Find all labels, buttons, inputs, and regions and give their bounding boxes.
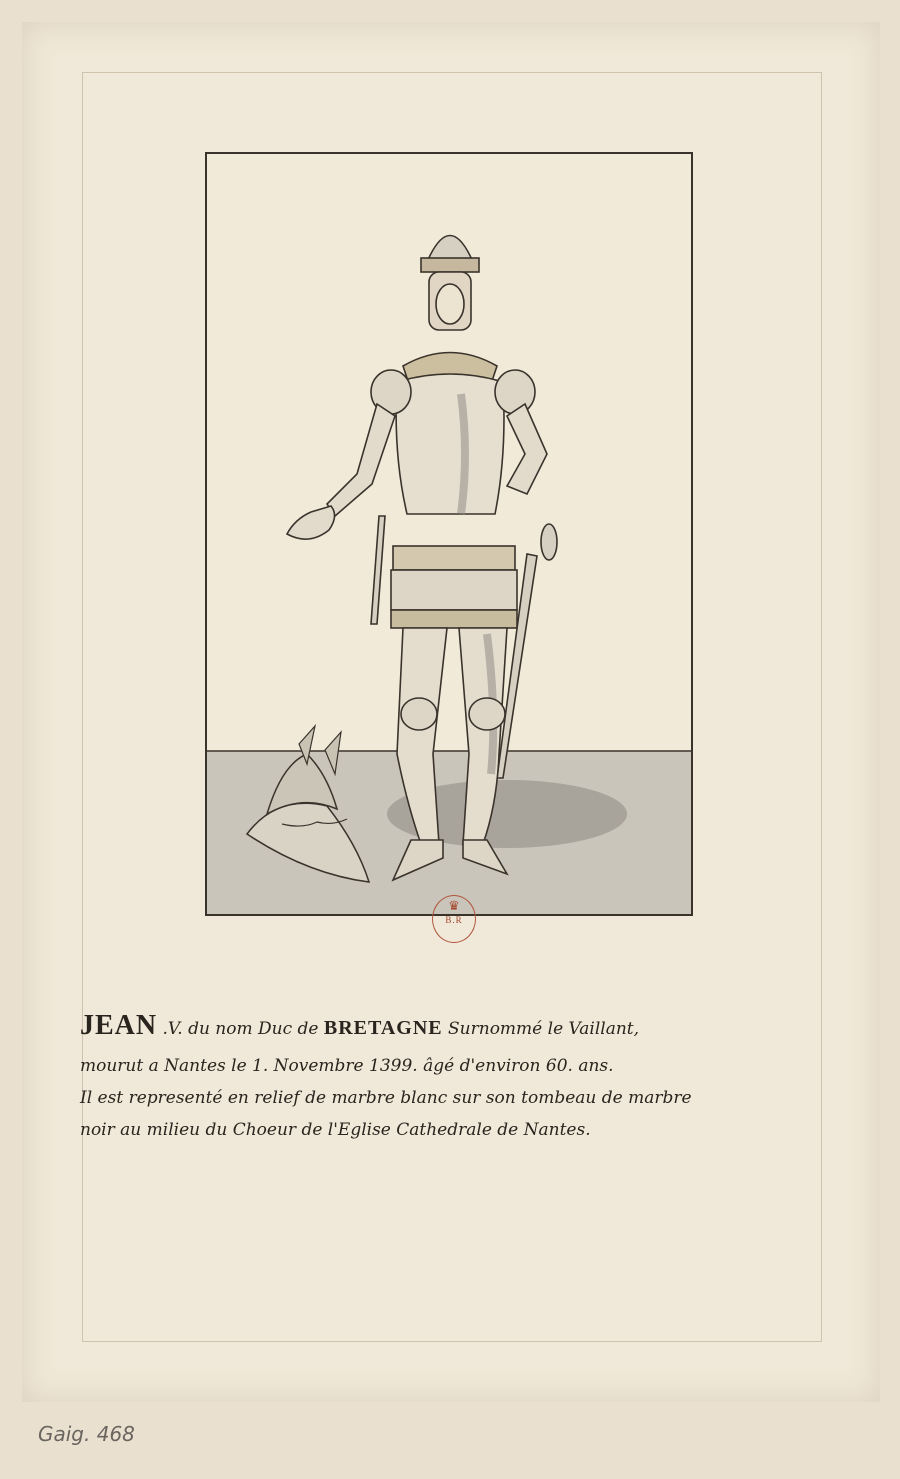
caption-line-3: Il est representé en relief de marbre blanc sur son tombeau de marbre: [80, 1088, 692, 1108]
caption-text-b: Surnommé le Vaillant,: [448, 1019, 640, 1039]
caption-text-a: du nom Duc de: [188, 1019, 319, 1039]
shelfmark-annotation: Gaig. 468: [38, 1422, 135, 1446]
knight-effigy-drawing: [207, 154, 691, 914]
caption-line-2: mourut a Nantes le 1. Novembre 1399. âgé d'environ 60. ans.: [80, 1056, 614, 1076]
caption-line-1: [80, 1010, 840, 1042]
crown-icon: ♛: [448, 899, 460, 914]
caption-numeral: .V.: [162, 1019, 183, 1039]
library-stamp: [432, 895, 476, 943]
caption-name: JEAN: [80, 1010, 158, 1041]
stamp-letters: B.R: [445, 915, 463, 925]
caption-line-4: noir au milieu du Choeur de l'Eglise Cathedrale de Nantes.: [80, 1120, 591, 1140]
caption-duchy: BRETAGNE: [323, 1017, 443, 1039]
drawing-frame: [205, 152, 693, 916]
inscription-caption: [80, 1010, 840, 1152]
